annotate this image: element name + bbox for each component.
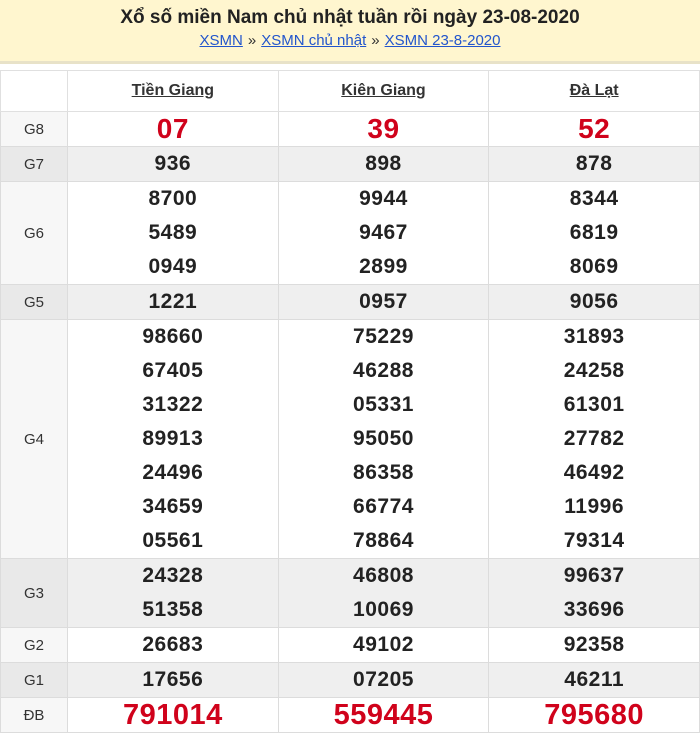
breadcrumb-link-xsmn-chu-nhat[interactable]: XSMN chủ nhật bbox=[261, 32, 367, 49]
prize-number: 66774 bbox=[353, 495, 414, 518]
prize-cell bbox=[489, 663, 700, 698]
prize-cell bbox=[68, 698, 279, 733]
prize-number: 26683 bbox=[142, 633, 204, 656]
prize-cell bbox=[68, 559, 279, 628]
prize-number: 07205 bbox=[353, 668, 414, 691]
prize-number: 46808 bbox=[353, 564, 414, 587]
prize-number: 49102 bbox=[353, 633, 414, 656]
prize-cell bbox=[68, 112, 279, 147]
prize-cell bbox=[278, 182, 489, 285]
breadcrumb-link-xsmn[interactable]: XSMN bbox=[199, 32, 243, 49]
prize-number: 67405 bbox=[142, 359, 204, 382]
prize-number: 0949 bbox=[148, 255, 198, 278]
province-link-tien-giang[interactable]: Tiền Giang bbox=[131, 82, 215, 99]
prize-number: 46492 bbox=[563, 461, 625, 484]
prize-number: 34659 bbox=[142, 495, 204, 518]
prize-number: 8344 bbox=[569, 187, 619, 210]
prize-number: 9056 bbox=[569, 290, 619, 313]
prize-number: 24328 bbox=[142, 564, 204, 587]
results-table bbox=[0, 70, 700, 733]
prize-number: 78864 bbox=[353, 529, 414, 552]
prize-number: 39 bbox=[367, 113, 400, 144]
prize-number: 05561 bbox=[142, 529, 204, 552]
prize-number: 51358 bbox=[142, 598, 204, 621]
prize-number: 10069 bbox=[353, 598, 414, 621]
corner-cell bbox=[1, 71, 68, 112]
prize-number: 9467 bbox=[359, 221, 408, 244]
prize-number: 46211 bbox=[564, 668, 625, 691]
page-header bbox=[0, 0, 700, 64]
prize-number: 33696 bbox=[563, 598, 625, 621]
prize-cell bbox=[68, 628, 279, 663]
prize-number: 6819 bbox=[569, 221, 619, 244]
special-prize-number: 559445 bbox=[333, 699, 434, 731]
prize-row-g1 bbox=[1, 663, 700, 698]
prize-number: 8069 bbox=[569, 255, 619, 278]
breadcrumb-separator: » bbox=[247, 32, 257, 49]
prize-number: 89913 bbox=[142, 427, 204, 450]
prize-number: 24258 bbox=[563, 359, 625, 382]
province-link-da-lat[interactable]: Đà Lạt bbox=[569, 82, 619, 99]
prize-number: 0957 bbox=[359, 290, 408, 313]
prize-cell bbox=[489, 698, 700, 733]
prize-number: 878 bbox=[575, 152, 613, 175]
prize-number: 92358 bbox=[563, 633, 625, 656]
prize-number: 5489 bbox=[148, 221, 198, 244]
prize-number: 61301 bbox=[563, 393, 625, 416]
prize-row-db bbox=[1, 698, 700, 733]
prize-number: 9944 bbox=[359, 187, 408, 210]
breadcrumb-separator: » bbox=[371, 32, 380, 49]
prize-number: 95050 bbox=[353, 427, 414, 450]
prize-cell bbox=[68, 320, 279, 559]
prize-label: G4 bbox=[1, 320, 68, 559]
prize-row-g3 bbox=[1, 559, 700, 628]
prize-number: 07 bbox=[156, 113, 189, 144]
prize-number: 05331 bbox=[353, 393, 414, 416]
prize-number: 99637 bbox=[563, 564, 625, 587]
prize-cell bbox=[489, 182, 700, 285]
prize-cell bbox=[68, 285, 279, 320]
prize-row-g5 bbox=[1, 285, 700, 320]
prize-number: 86358 bbox=[353, 461, 414, 484]
prize-label: G2 bbox=[1, 628, 68, 663]
prize-label: ĐB bbox=[1, 698, 68, 733]
prize-label: G6 bbox=[1, 182, 68, 285]
prize-number: 75229 bbox=[353, 325, 414, 348]
special-prize-number: 791014 bbox=[122, 699, 223, 731]
page-title: Xổ số miền Nam chủ nhật tuần rồi ngày 23-08-2020 bbox=[120, 7, 580, 28]
prize-number: 24496 bbox=[142, 461, 204, 484]
prize-cell bbox=[68, 182, 279, 285]
prize-cell bbox=[278, 320, 489, 559]
province-link-kien-giang[interactable]: Kiên Giang bbox=[341, 82, 426, 99]
prize-cell bbox=[278, 285, 489, 320]
prize-row-g6 bbox=[1, 182, 700, 285]
prize-cell bbox=[68, 147, 279, 182]
prize-label: G8 bbox=[1, 112, 68, 147]
prize-row-g8 bbox=[1, 112, 700, 147]
prize-row-g4 bbox=[1, 320, 700, 559]
prize-number: 46288 bbox=[353, 359, 414, 382]
prize-label: G5 bbox=[1, 285, 68, 320]
prize-rows bbox=[1, 112, 700, 733]
prize-cell bbox=[278, 559, 489, 628]
prize-number: 98660 bbox=[142, 325, 204, 348]
prize-cell bbox=[278, 663, 489, 698]
prize-number: 31322 bbox=[142, 393, 204, 416]
prize-label: G1 bbox=[1, 663, 68, 698]
prize-cell bbox=[278, 698, 489, 733]
prize-number: 11996 bbox=[564, 495, 625, 518]
province-header[interactable] bbox=[278, 71, 489, 112]
prize-cell bbox=[489, 285, 700, 320]
prize-number: 52 bbox=[578, 113, 611, 144]
prize-number: 936 bbox=[154, 152, 192, 175]
prize-number: 79314 bbox=[563, 529, 625, 552]
breadcrumb bbox=[0, 30, 700, 52]
province-header[interactable] bbox=[68, 71, 279, 112]
prize-cell bbox=[489, 112, 700, 147]
prize-number: 1221 bbox=[148, 290, 198, 313]
prize-number: 2899 bbox=[359, 255, 408, 278]
prize-number: 17656 bbox=[142, 668, 204, 691]
prize-label: G7 bbox=[1, 147, 68, 182]
prize-number: 27782 bbox=[563, 427, 625, 450]
breadcrumb-link-xsmn-date[interactable]: XSMN 23-8-2020 bbox=[384, 32, 501, 49]
prize-cell bbox=[278, 112, 489, 147]
prize-cell bbox=[278, 628, 489, 663]
special-prize-number: 795680 bbox=[544, 699, 645, 731]
prize-cell bbox=[489, 320, 700, 559]
prize-cell bbox=[489, 147, 700, 182]
prize-cell bbox=[489, 628, 700, 663]
prize-number: 31893 bbox=[563, 325, 625, 348]
prize-row-g7 bbox=[1, 147, 700, 182]
prize-number: 8700 bbox=[148, 187, 198, 210]
province-header[interactable] bbox=[489, 71, 700, 112]
prize-label: G3 bbox=[1, 559, 68, 628]
prize-cell bbox=[489, 559, 700, 628]
prize-row-g2 bbox=[1, 628, 700, 663]
prize-number: 898 bbox=[365, 152, 402, 175]
prize-cell bbox=[68, 663, 279, 698]
table-header-row bbox=[1, 71, 700, 112]
prize-cell bbox=[278, 147, 489, 182]
